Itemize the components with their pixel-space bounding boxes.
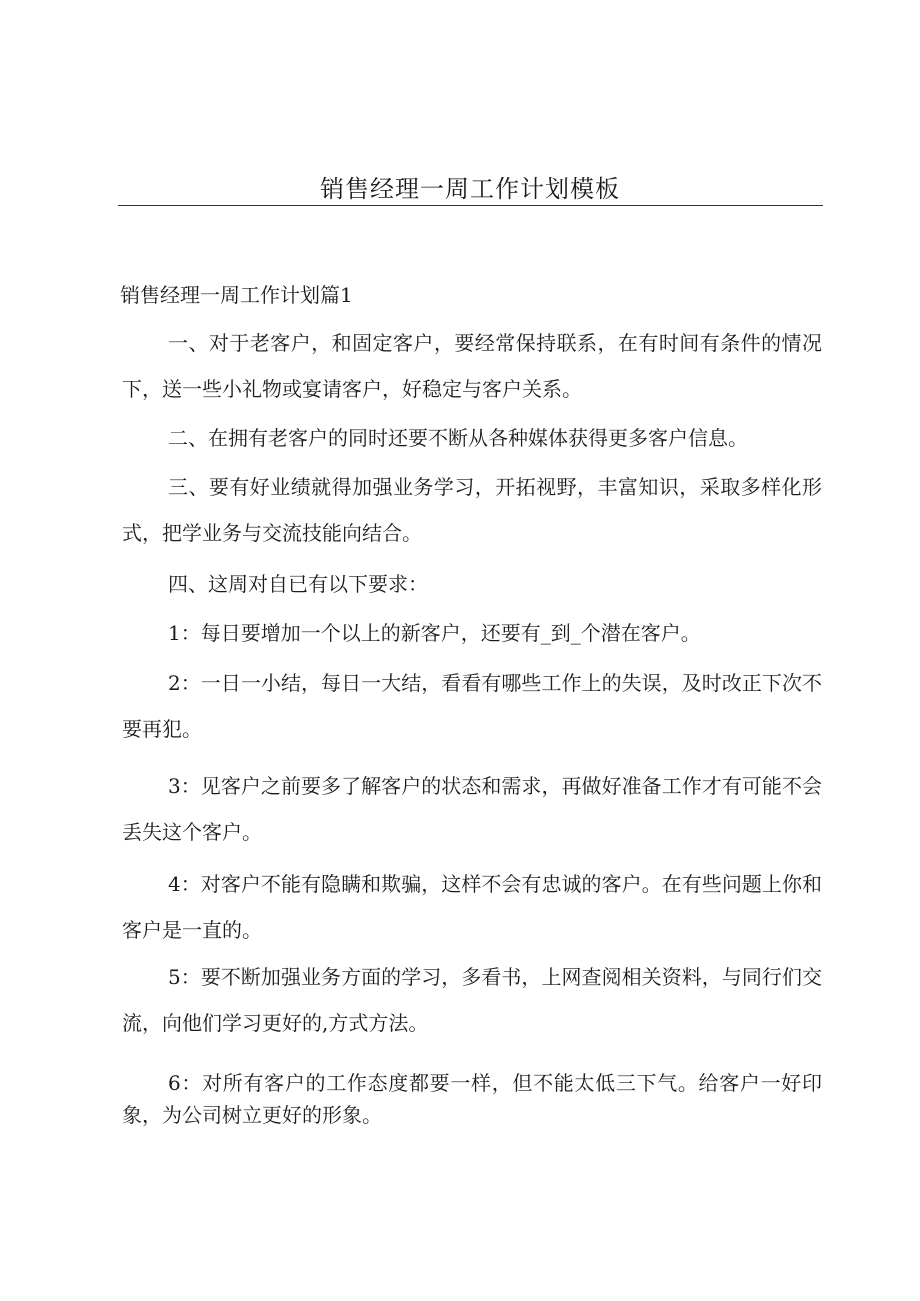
paragraph: 3：见客户之前要多了解客户的状态和需求，再做好准备工作才有可能不会丢失这个客户。 [122, 774, 822, 844]
title-underline [118, 205, 823, 206]
paragraph: 2：一日一小结，每日一大结，看看有哪些工作上的失误，及时改正下次不要再犯。 [122, 671, 822, 741]
paragraph: 三、要有好业绩就得加强业务学习，开拓视野，丰富知识，采取多样化形式，把学业务与交流技能向结合。 [122, 475, 822, 545]
paragraph: 一、对于老客户，和固定客户，要经常保持联系，在有时间有条件的情况下，送一些小礼物或宴请客户，好稳定与客户关系。 [122, 331, 822, 401]
paragraph: 1：每日要增加一个以上的新客户，还要有_到_个潜在客户。 [168, 621, 701, 645]
document-title: 销售经理一周工作计划模板 [320, 175, 620, 203]
paragraph: 二、在拥有老客户的同时还要不断从各种媒体获得更多客户信息。 [168, 426, 748, 450]
paragraph: 6：对所有客户的工作态度都要一样，但不能太低三下气。给客户一好印象，为公司树立更好的形象。 [122, 1071, 822, 1127]
section-title: 销售经理一周工作计划篇1 [120, 283, 353, 307]
paragraph: 四、这周对自已有以下要求： [168, 572, 428, 596]
paragraph: 4：对客户不能有隐瞒和欺骗，这样不会有忠诚的客户。在有些问题上你和客户是一直的。 [122, 872, 822, 942]
paragraph: 5：要不断加强业务方面的学习，多看书，上网查阅相关资料，与同行们交流，向他们学习更好的,方式方法。 [122, 965, 822, 1035]
